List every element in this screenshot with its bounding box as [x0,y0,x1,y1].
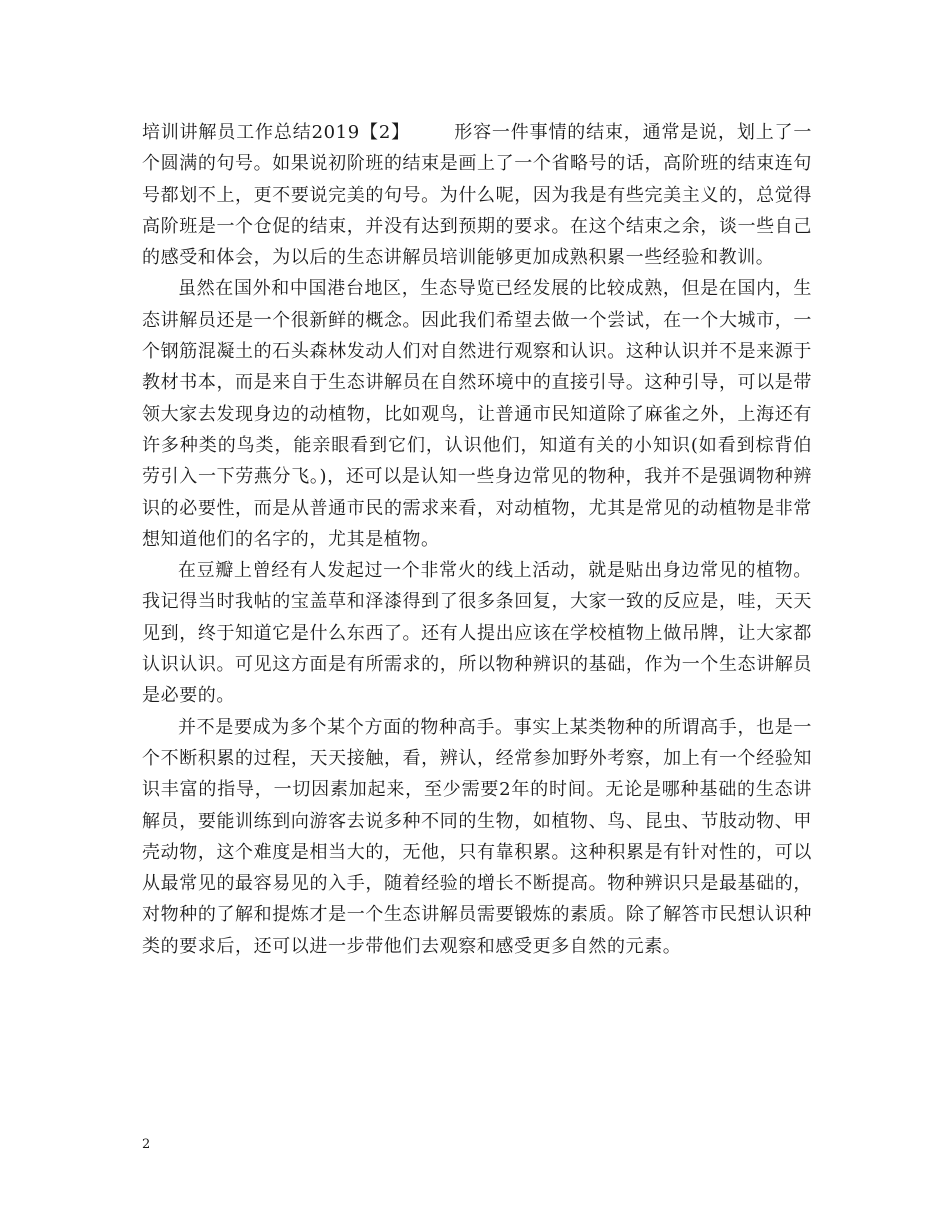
body-paragraph-1: 虽然在国外和中国港台地区，生态导览已经发展的比较成熟，但是在国内，生态讲解员还是一个很新鲜的概念。因此我们希望去做一个尝试，在一个大城市，一个钢筋混凝土的石头森林发动人们对自然进行观察和认识。这种认识并不是来源于教材书本，而是来自于生态讲解员在自然环境中的直接引导。这种引导，可以是带领大家去发现身边的动植物，比如观鸟，让普通市民知道除了麻雀之外，上海还有许多种类的鸟类，能亲眼看到它们，认识他们，知道有关的小知识(如看到棕背伯劳引入一下劳燕分飞。)，还可以是认知一些身边常见的物种，我并不是强调物种辨识的必要性，而是从普通市民的需求来看，对动植物，尤其是常见的动植物是非常想知道他们的名字的，尤其是植物。 [142,278,812,550]
intro-text: 形容一件事情的结束，通常是说，划上了一个圆满的句号。如果说初阶班的结束是画上了一个省略号的话，高阶班的结束连句号都划不上，更不要说完美的句号。为什么呢，因为我是有些完美主义的，总觉得高阶班是一个仓促的结束，并没有达到预期的要求。在这个结束之余，谈一些自己的感受和体会，为以后的生态讲解员培训能够更加成熟积累一些经验和教训。 [142,122,812,269]
body-paragraph-3: 并不是要成为多个某个方面的物种高手。事实上某类物种的所谓高手，也是一个不断积累的过程，天天接触，看，辨认，经常参加野外考察，加上有一个经验知识丰富的指导，一切因素加起来，至少需要2年的时间。无论是哪种基础的生态讲解员，要能训练到向游客去说多种不同的生物，如植物、鸟、昆虫、节肢动物、甲壳动物，这个难度是相当大的，无他，只有靠积累。这种积累是有针对性的，可以从最常见的最容易见的入手，随着经验的增长不断提高。物种辨识只是最基础的，对物种的了解和提炼才是一个生态讲解员需要锻炼的素质。除了解答市民想认识种类的要求后，还可以进一步带他们去观察和感受更多自然的元素。 [142,716,812,957]
body-paragraph-2: 在豆瓣上曾经有人发起过一个非常火的线上活动，就是贴出身边常见的植物。我记得当时我帖的宝盖草和泽漆得到了很多条回复，大家一致的反应是，哇，天天见到，终于知道它是什么东西了。还有人提出应该在学校植物上做吊牌，让大家都认识认识。可见这方面是有所需求的，所以物种辨识的基础，作为一个生态讲解员是必要的。 [142,560,812,707]
document-heading: 培训讲解员工作总结2019【2】 [142,122,410,143]
intro-paragraph [142,117,812,273]
document-body [142,117,812,962]
page-number: 2 [142,1137,151,1152]
